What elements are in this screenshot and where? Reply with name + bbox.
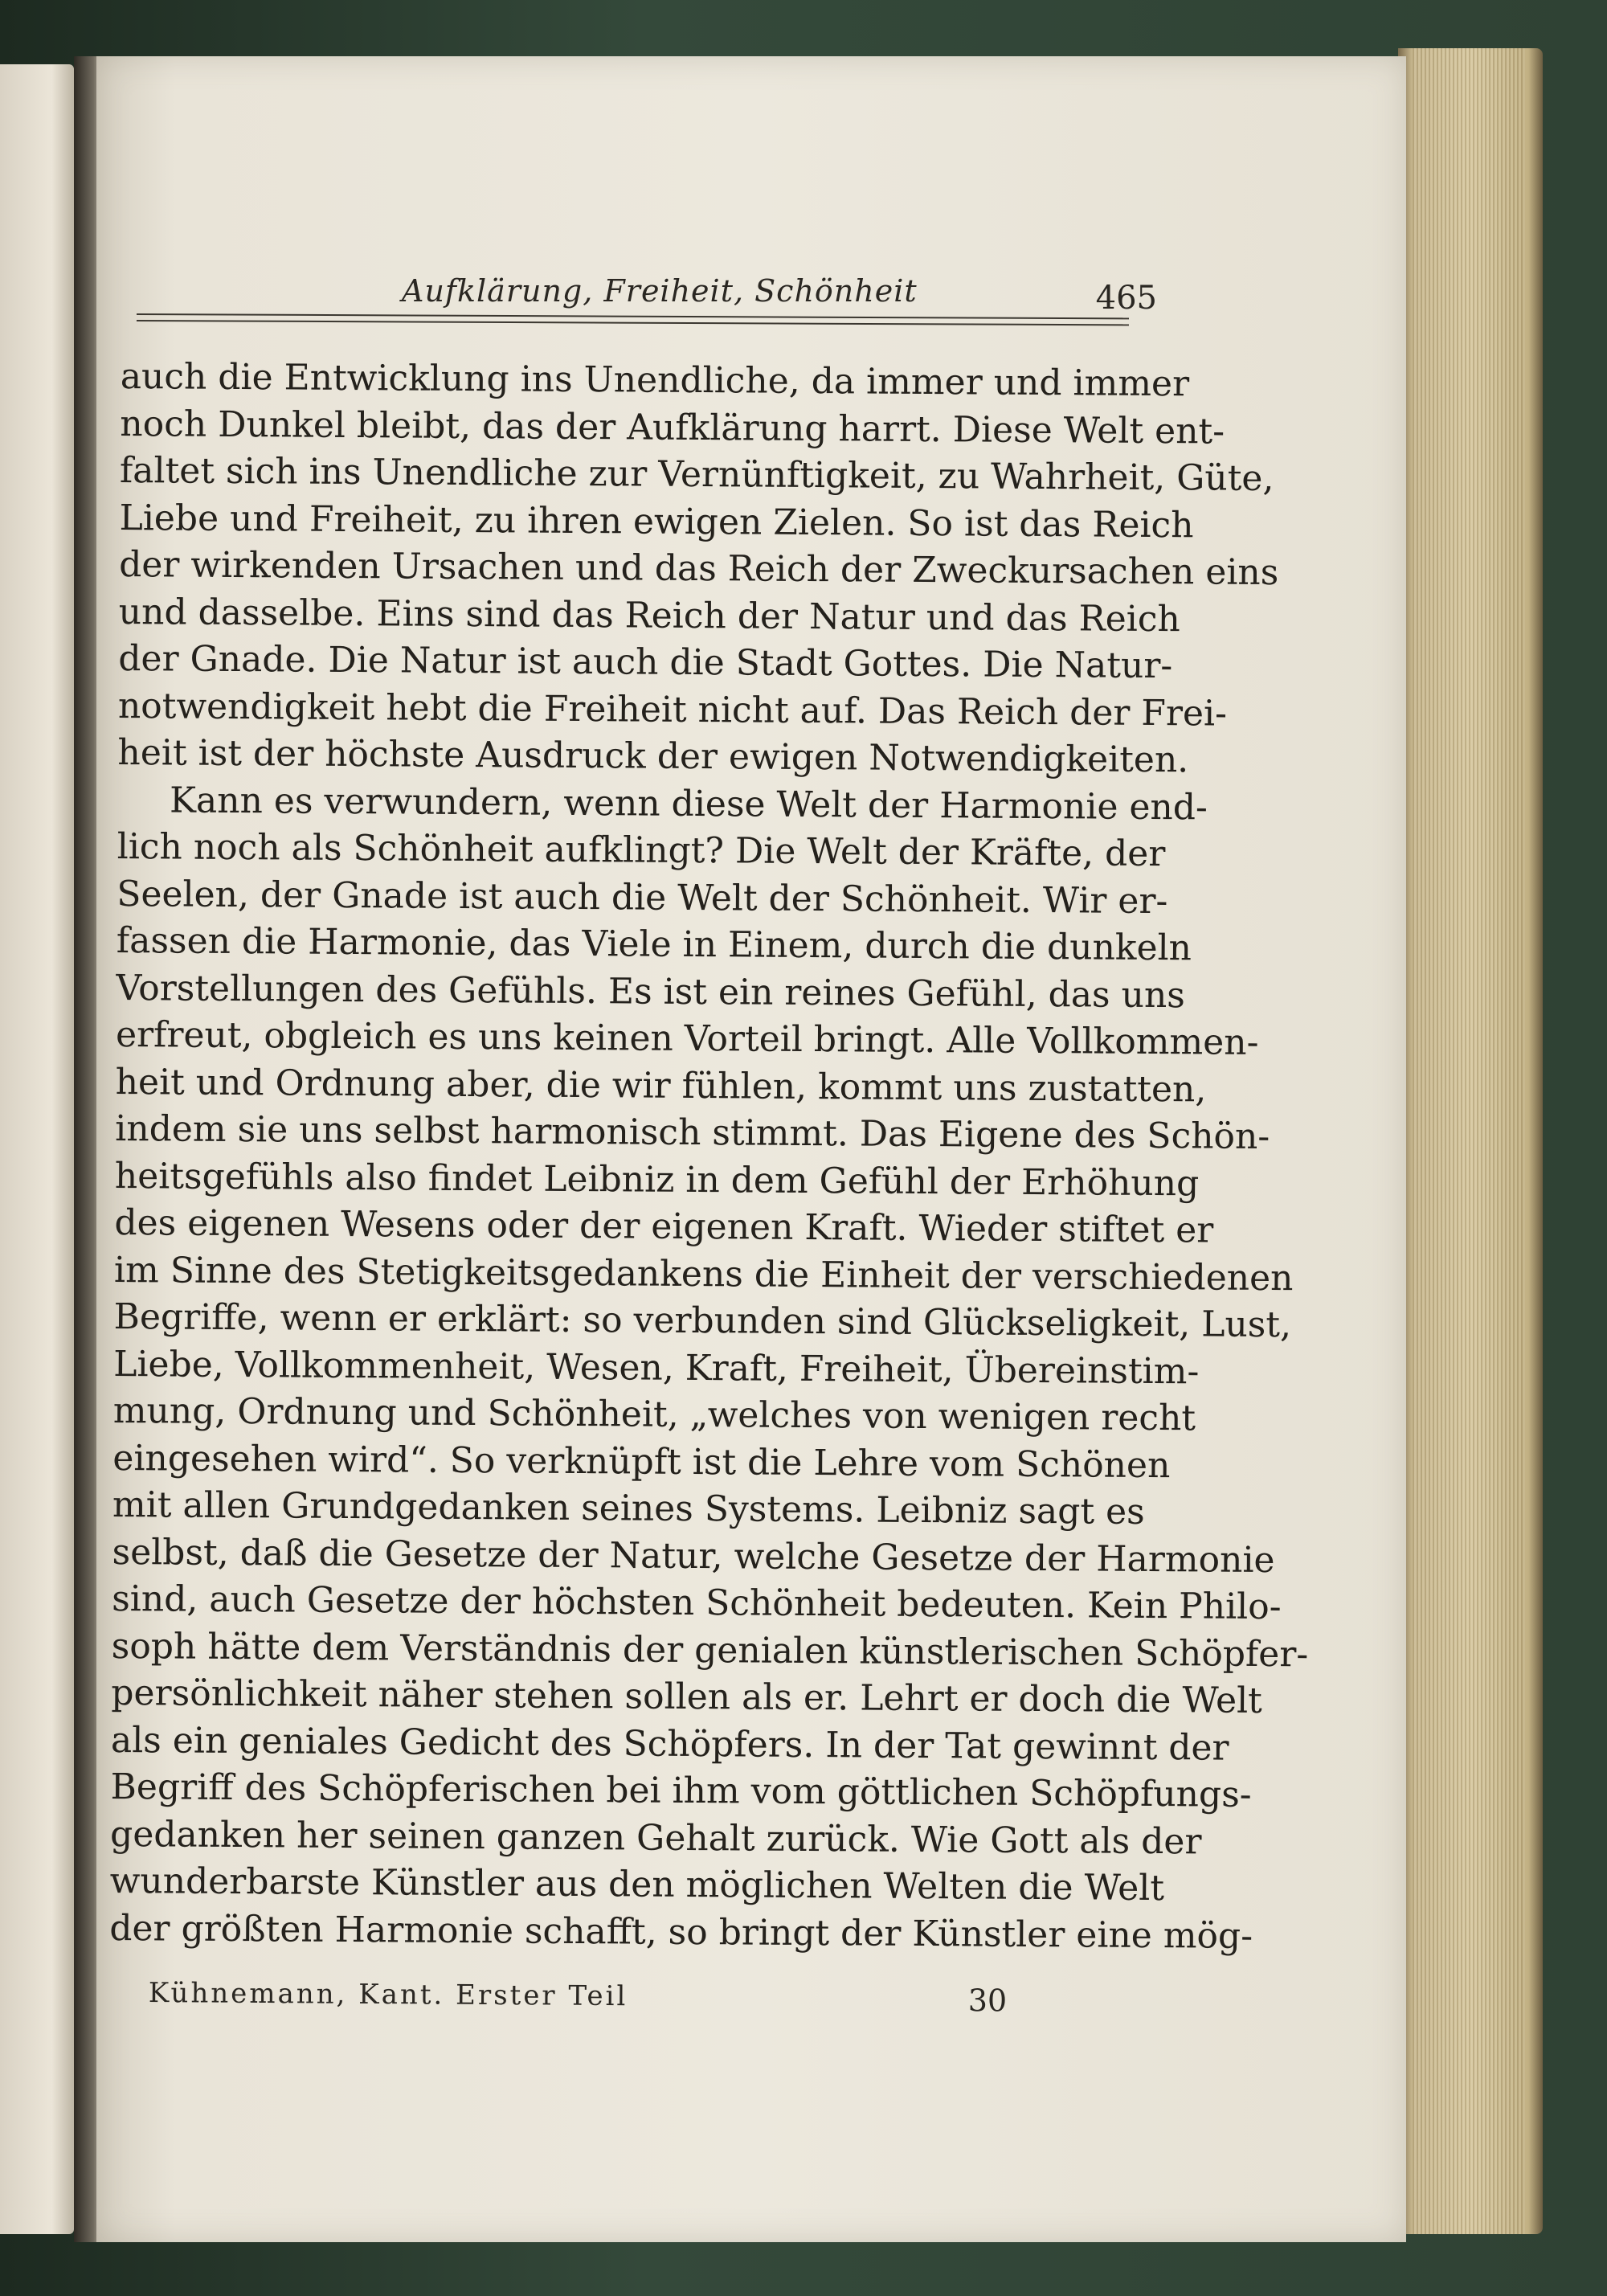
- text-line: der wirkenden Ursachen und das Reich der Zweckursachen eins: [118, 543, 1279, 594]
- text-line: mit allen Grundgedanken seines Systems. Leibniz sagt es: [112, 1484, 1145, 1533]
- text-line: faltet sich ins Unendliche zur Vernünftigkeit, zu Wahrheit, Güte,: [119, 449, 1274, 500]
- text-line: persönlichkeit näher stehen sollen als er. Lehrt er doch die Welt: [111, 1672, 1263, 1721]
- text-line: auch die Entwicklung ins Unendliche, da immer und immer: [120, 355, 1190, 405]
- text-line: notwendigkeit hebt die Freiheit nicht auf. Das Reich der Frei-: [117, 685, 1228, 735]
- text-line: Liebe und Freiheit, zu ihren ewigen Zielen. So ist das Reich: [119, 497, 1194, 546]
- page-number: 465: [1095, 280, 1157, 317]
- text-line: noch Dunkel bleibt, das der Aufklärung harrt. Diese Welt ent-: [120, 403, 1225, 452]
- text-line: der Gnade. Die Natur ist auch die Stadt Gottes. Die Natur-: [118, 637, 1173, 687]
- running-head-title: Aufklärung, Freiheit, Schönheit: [402, 273, 918, 309]
- page-block-edge: [1398, 48, 1543, 2234]
- text-line: erfreut, obgleich es uns keinen Vorteil bringt. Alle Vollkommen-: [115, 1013, 1259, 1063]
- text-line: eingesehen wird“. So verknüpft ist die Lehre vom Schönen: [112, 1437, 1171, 1486]
- text-line: der größten Harmonie schafft, so bringt der Künstler eine mög-: [109, 1907, 1253, 1957]
- text-line: mung, Ordnung und Schönheit, „welches von wenigen recht: [112, 1389, 1196, 1439]
- text-line: heitsgefühls also findet Leibniz in dem Gefühl der Erhöhung: [114, 1155, 1200, 1204]
- text-line: Seelen, der Gnade ist auch die Welt der Schönheit. Wir er-: [117, 873, 1168, 922]
- text-line: sind, auch Gesetze der höchsten Schönheit bedeuten. Kein Philo-: [112, 1578, 1282, 1628]
- text-line: selbst, daß die Gesetze der Natur, welche Gesetze der Harmonie: [112, 1531, 1275, 1581]
- text-line: Kann es verwundern, wenn diese Welt der Harmonie end-: [169, 779, 1208, 828]
- text-line: und dasselbe. Eins sind das Reich der Natur und das Reich: [118, 591, 1181, 640]
- text-line: indem sie uns selbst harmonisch stimmt. Das Eigene des Schön-: [115, 1107, 1270, 1158]
- text-line: im Sinne des Stetigkeitsgedankens die Einheit der verschiedenen: [113, 1249, 1294, 1299]
- text-line: fassen die Harmonie, das Viele in Einem, durch die dunkeln: [116, 919, 1192, 969]
- text-line: heit und Ordnung aber, die wir fühlen, kommt uns zustatten,: [115, 1061, 1207, 1110]
- text-line: Liebe, Vollkommenheit, Wesen, Kraft, Freiheit, Übereinstim-: [113, 1343, 1200, 1392]
- text-line: als ein geniales Gedicht des Schöpfers. In der Tat gewinnt der: [110, 1719, 1229, 1769]
- sheet-number: 30: [967, 1983, 1008, 2019]
- text-line: gedanken her seinen ganzen Gehalt zurück. Wie Gott als der: [109, 1813, 1202, 1862]
- text-line: Begriffe, wenn er erklärt: so verbunden sind Glückseligkeit, Lust,: [113, 1295, 1292, 1346]
- text-line: heit ist der höchste Ausdruck der ewigen Notwendigkeiten.: [117, 731, 1189, 781]
- signature-line: Kühnemann, Kant. Erster Teil: [148, 1977, 628, 2013]
- text-line: des eigenen Wesens oder der eigenen Kraft. Wieder stiftet er: [114, 1201, 1214, 1251]
- text-line: lich noch als Schönheit aufklingt? Die Welt der Kräfte, der: [117, 825, 1166, 875]
- page-footer: [149, 1977, 1032, 2032]
- text-line: soph hätte dem Verständnis der genialen künstlerischen Schöpfer-: [111, 1625, 1309, 1675]
- text-line: Vorstellungen des Gefühls. Es ist ein reines Gefühl, das uns: [116, 967, 1186, 1016]
- text-line: wunderbarste Künstler aus den möglichen Welten die Welt: [109, 1860, 1165, 1909]
- left-page-edge: [0, 64, 74, 2234]
- body-text: [109, 354, 1309, 1959]
- text-line: Begriff des Schöpferischen bei ihm vom göttlichen Schöpfungs-: [110, 1766, 1252, 1815]
